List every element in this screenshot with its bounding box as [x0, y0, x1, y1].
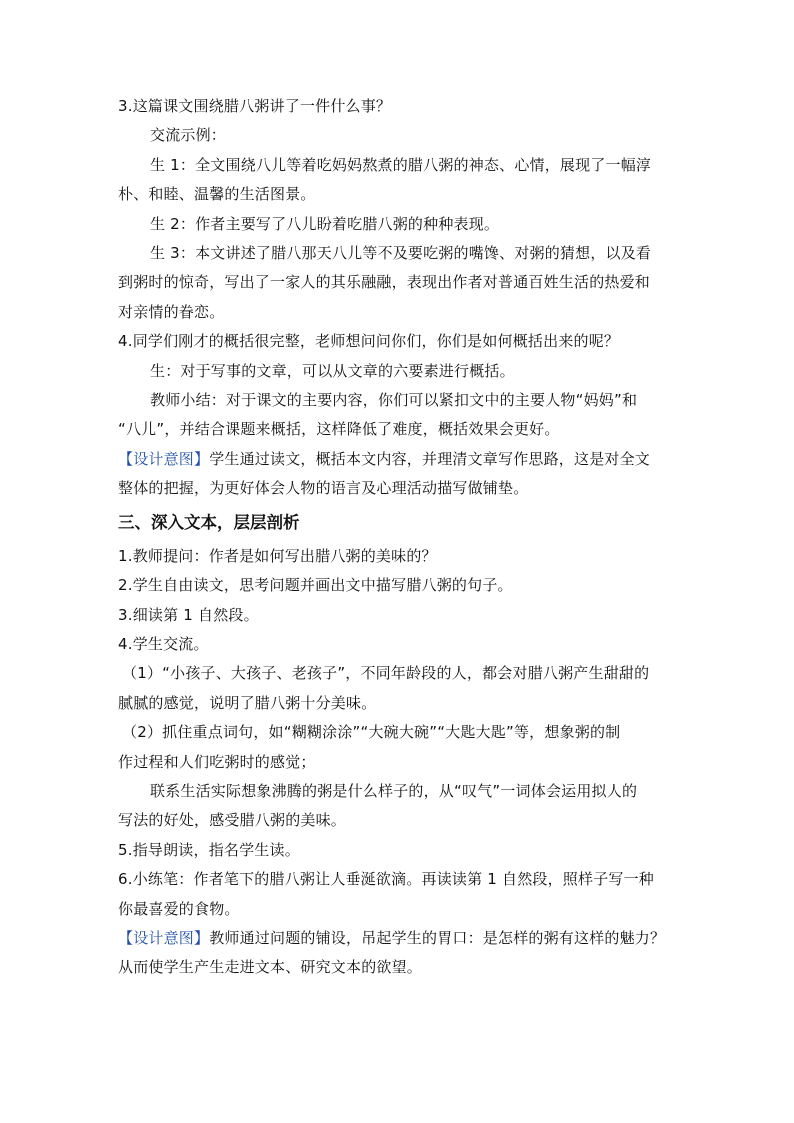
step-5: 5.指导朗读，指名学生读。 — [118, 840, 300, 859]
point-1-cont: 腻腻的感觉，说明了腊八粥十分美味。 — [118, 693, 377, 712]
teacher-summary-cont: “八儿”，并结合课题来概括，这样降低了难度，概括效果会更好。 — [118, 420, 560, 439]
student-answer: 生：对于写事的文章，可以从文章的六要素进行概括。 — [150, 361, 515, 380]
design-intent-tag: 【设计意图】 — [118, 449, 210, 468]
step-6-cont: 你最喜爱的食物。 — [118, 899, 240, 918]
student-1-answer-cont: 朴、和睦、温馨的生活图景。 — [118, 185, 316, 204]
life-connection: 联系生活实际想象沸腾的粥是什么样子的，从“叹气”一词体会运用拟人的 — [150, 781, 638, 800]
design-intent-1 — [118, 445, 678, 474]
point-1: （1）“小孩子、大孩子、老孩子”，不同年龄段的人，都会对腊八粥产生甜甜的 — [122, 664, 650, 683]
step-2: 2.学生自由读文，思考问题并画出文中描写腊八粥的句子。 — [118, 576, 513, 595]
student-2-answer: 生 2：作者主要写了八儿盼着吃腊八粥的种种表现。 — [150, 214, 500, 233]
section-heading-3: 三、深入文本，层层剖析 — [118, 512, 300, 532]
question-3: 3.这篇课文围绕腊八粥讲了一件什么事？ — [118, 97, 392, 115]
design-intent-1-text: 学生通过读文，概括本文内容，并理清文章写作思路，这是对全文 — [209, 449, 651, 468]
point-2-cont: 作过程和人们吃粥时的感觉； — [118, 752, 316, 771]
design-intent-2-text: 教师通过问题的铺设，吊起学生的胃口：是怎样的粥有这样的魅力？ — [209, 928, 666, 947]
exchange-example-label: 交流示例： — [150, 126, 227, 145]
design-intent-2-cont: 从而使学生产生走进文本、研究文本的欲望。 — [118, 958, 423, 977]
design-intent-1-cont: 整体的把握，为更好体会人物的语言及心理活动描写做铺垫。 — [118, 479, 529, 498]
teacher-summary: 教师小结：对于课文的主要内容，你们可以紧扣文中的主要人物“妈妈”和 — [150, 391, 638, 410]
step-1: 1.教师提问：作者是如何写出腊八粥的美味的？ — [118, 546, 437, 565]
document-page — [118, 92, 678, 983]
life-connection-cont: 写法的好处，感受腊八粥的美味。 — [118, 811, 347, 830]
step-6: 6.小练笔：作者笔下的腊八粥让人垂涎欲滴。再读读第 1 自然段，照样子写一种 — [118, 870, 654, 889]
student-3-answer: 生 3：本文讲述了腊八那天八儿等不及要吃粥的嘴馋、对粥的猜想，以及看 — [150, 244, 652, 263]
design-intent-tag: 【设计意图】 — [118, 928, 210, 947]
point-2: （2）抓住重点词句，如“糊糊涂涂”“大碗大碗”“大匙大匙”等，想象粥的制 — [122, 723, 621, 742]
step-3: 3.细读第 1 自然段。 — [118, 605, 259, 624]
student-3-answer-cont: 到粥时的惊奇，写出了一家人的其乐融融，表现出作者对普通百姓生活的热爱和 — [118, 273, 651, 292]
student-3-answer-end: 对亲情的眷恋。 — [118, 302, 225, 321]
student-1-answer: 生 1：全文围绕八儿等着吃妈妈熬煮的腊八粥的神态、心情，展现了一幅淳 — [150, 155, 652, 174]
step-4: 4.学生交流。 — [118, 634, 209, 653]
design-intent-2 — [118, 924, 678, 953]
question-4: 4.同学们刚才的概括很完整，老师想问问你们，你们是如何概括出来的呢？ — [118, 332, 620, 351]
